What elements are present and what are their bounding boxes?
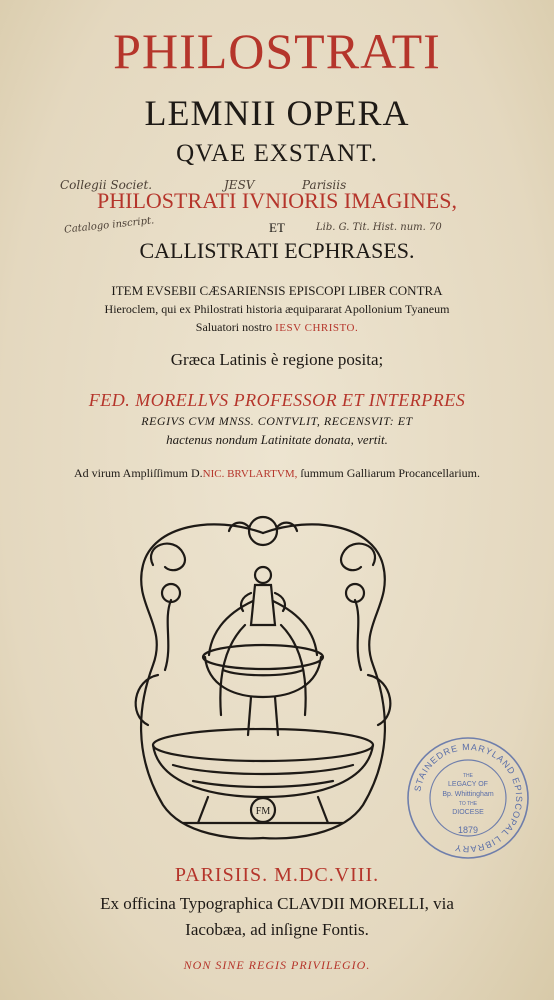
graeca-latinis: Græca Latinis è regione posita; bbox=[170, 350, 384, 369]
stamp-line4: TO THE bbox=[458, 801, 478, 807]
title-quae-exstant: QVAE EXSTANT. bbox=[176, 140, 378, 167]
item-line3-text: Saluatori nostro bbox=[195, 320, 276, 334]
item-eusebii-line3 bbox=[0, 320, 554, 335]
title-callistrati: CALLISTRATI ECPHRASES. bbox=[139, 238, 415, 263]
handwritten-note-collegii: Collegii Societ. bbox=[60, 178, 153, 192]
svg-text:STAINEDRE MARYLAND EPISCOPAL L bbox=[412, 742, 524, 854]
stamp-line2: LEGACY OF bbox=[448, 781, 488, 788]
stamp-line5: DIOCESE bbox=[452, 809, 484, 816]
dedication bbox=[0, 466, 554, 481]
dedication-name: NIC. BRVLARTVM, bbox=[202, 468, 298, 480]
handwritten-note-lib-num: Lib. G. Tit. Hist. num. 70 bbox=[316, 222, 442, 233]
fed-morellus-line2: REGIVS CVM MNSS. CONTVLIT, RECENSVIT: ET bbox=[141, 414, 413, 428]
stamp-line3: Bp. Whittingham bbox=[442, 791, 494, 798]
dedication-post: ſummum Galliarum Procancellarium. bbox=[297, 466, 480, 480]
library-stamp bbox=[405, 735, 531, 861]
title-et: ET bbox=[269, 220, 285, 235]
item-eusebii-line2: Hieroclem, qui ex Philostrati historia æquipararat Apollonium Tyaneum bbox=[104, 302, 450, 316]
imprint-iacobaea: Iacobæa, ad inſigne Fontis. bbox=[185, 920, 369, 939]
title-philostrati: PHILOSTRATI bbox=[113, 23, 441, 79]
title-lemnii-opera: LEMNII OPERA bbox=[144, 93, 410, 133]
fed-morellus-line3: hactenus nondum Latinitate donata, vertit. bbox=[166, 432, 388, 447]
imprint-city: PARISIIS. M.DC.VIII. bbox=[174, 864, 380, 886]
dedication-pre: Ad virum Ampliſſimum D. bbox=[73, 466, 203, 480]
item-eusebii-line1: ITEM EVSEBII CÆSARIENSIS EPISCOPI LIBER CONTRA bbox=[111, 283, 443, 298]
imprint-officina: Ex officina Typographica CLAVDII MORELLI, via bbox=[100, 894, 454, 913]
handwritten-note-parisiis: Parisiis bbox=[302, 178, 347, 192]
privilege: NON SINE REGIS PRIVILEGIO. bbox=[183, 958, 371, 972]
title-philostrati-iunioris: PHILOSTRATI IVNIORIS IMAGINES, bbox=[97, 188, 457, 213]
vignette-monogram: FM bbox=[255, 806, 271, 817]
stamp-year: 1879 bbox=[457, 825, 479, 835]
stamp-line1: THE bbox=[463, 773, 473, 779]
fed-morellus-line1: FED. MORELLVS PROFESSOR ET INTERPRES bbox=[88, 390, 466, 410]
fountain-vignette bbox=[113, 505, 413, 850]
handwritten-note-jesu: JESV bbox=[224, 178, 255, 192]
item-line3-name: IESV CHRISTO. bbox=[275, 322, 359, 334]
handwritten-note-catalogo: Catalogo inscript. bbox=[63, 215, 155, 236]
stamp-ring-text: STAINEDRE MARYLAND EPISCOPAL LIBRARY bbox=[412, 741, 525, 855]
